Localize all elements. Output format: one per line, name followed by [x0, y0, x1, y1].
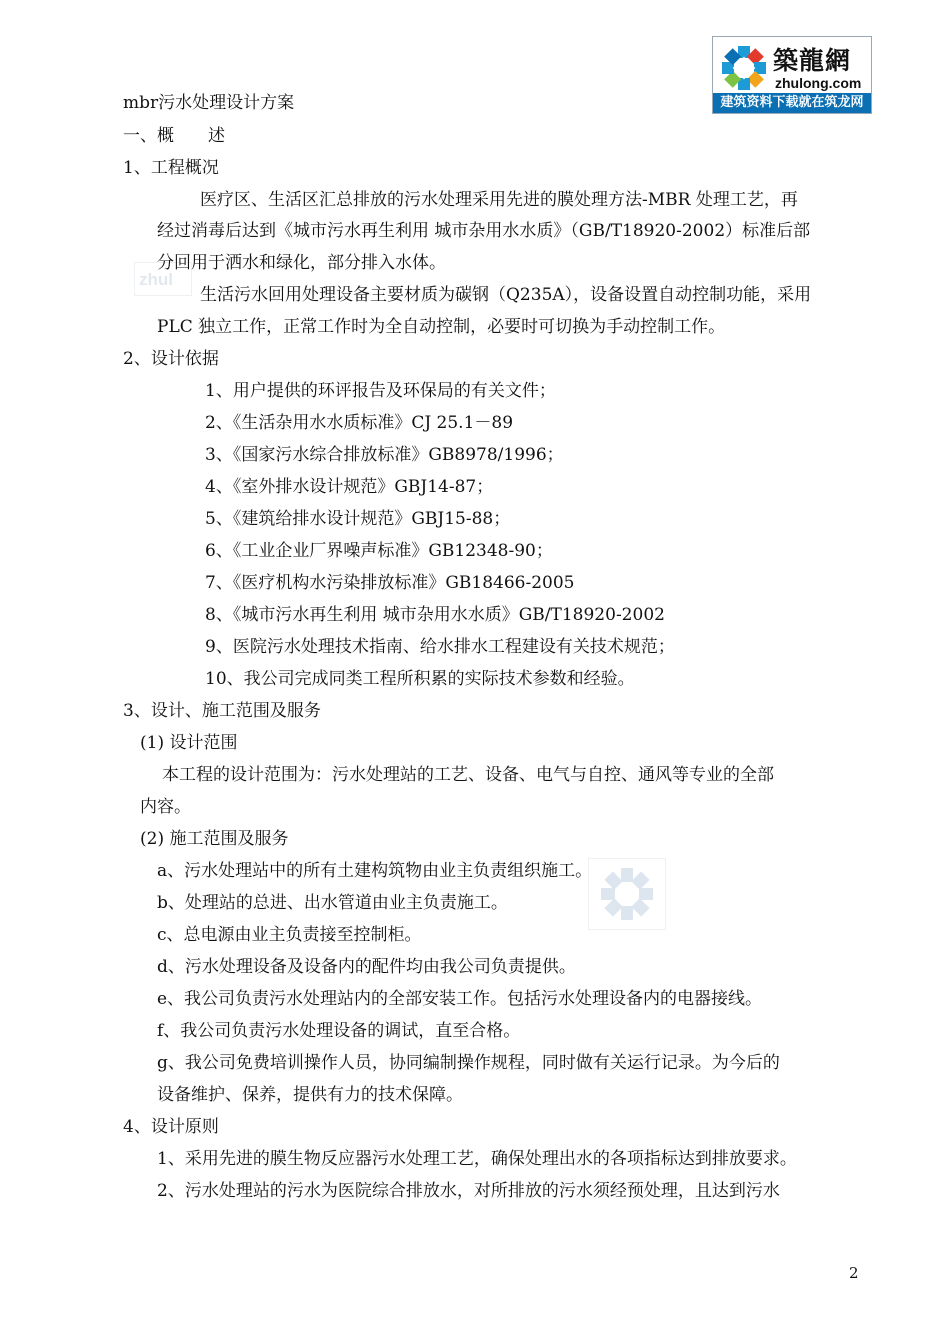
basis-item: 10、我公司完成同类工程所积累的实际技术参数和经验。	[205, 669, 635, 689]
paragraph-line: PLC 独立工作，正常工作时为全自动控制，必要时可切换为手动控制工作。	[157, 317, 726, 337]
logo-slogan: 建筑资料下载就在筑龙网	[713, 93, 871, 113]
basis-item: 6、《工业企业厂界噪声标准》GB12348-90；	[205, 541, 553, 561]
paragraph-line: 生活污水回用处理设备主要材质为碳钢（Q235A），设备设置自动控制功能，采用	[200, 285, 812, 305]
paragraph-line: 经过消毒后达到《城市污水再生利用 城市杂用水水质》（GB/T18920-2002）标准后部	[157, 221, 811, 241]
service-item: g、我公司免费培训操作人员，协同编制操作规程，同时做有关运行记录。为今后的	[157, 1053, 780, 1073]
section-1-1-title: 1、工程概况	[123, 158, 219, 178]
paragraph-line: 本工程的设计范围为：污水处理站的工艺、设备、电气与自控、通风等专业的全部	[162, 765, 774, 785]
paragraph-line: 内容。	[140, 797, 191, 817]
principle-item: 2、污水处理站的污水为医院综合排放水，对所排放的污水须经预处理，且达到污水	[157, 1181, 780, 1201]
paragraph-line: 医疗区、生活区汇总排放的污水处理采用先进的膜处理方法-MBR 处理工艺，再	[200, 190, 798, 210]
page-number: 2	[849, 1264, 859, 1282]
basis-item: 8、《城市污水再生利用 城市杂用水水质》GB/T18920-2002	[205, 605, 665, 625]
paragraph-line: 分回用于洒水和绿化，部分排入水体。	[157, 253, 446, 273]
logo-name: 築龍網	[773, 46, 852, 75]
principle-item: 1、采用先进的膜生物反应器污水处理工艺，确保处理出水的各项指标达到排放要求。	[157, 1149, 797, 1169]
basis-item: 1、用户提供的环评报告及环保局的有关文件；	[205, 381, 556, 401]
service-item: e、我公司负责污水处理站内的全部安装工作。包括污水处理设备内的电器接线。	[157, 989, 763, 1009]
basis-item: 7、《医疗机构水污染排放标准》GB18466-2005	[205, 573, 575, 593]
basis-item: 9、医院污水处理技术指南、给水排水工程建设有关技术规范；	[205, 637, 675, 657]
doc-title: mbr污水处理设计方案	[123, 93, 295, 113]
subsection-construction-scope: (2) 施工范围及服务	[140, 829, 289, 849]
service-item: 设备维护、保养，提供有力的技术保障。	[157, 1085, 463, 1105]
watermark-star-icon	[588, 858, 666, 930]
section-1-title: 一、概 述	[123, 126, 225, 146]
basis-item: 2、《生活杂用水水质标准》CJ 25.1－89	[205, 413, 514, 433]
service-item: d、污水处理设备及设备内的配件均由我公司负责提供。	[157, 957, 576, 977]
service-item: a、污水处理站中的所有土建构筑物由业主负责组织施工。	[157, 861, 593, 881]
section-3-title: 3、设计、施工范围及服务	[123, 701, 321, 721]
basis-item: 4、《室外排水设计规范》GBJ14-87；	[205, 477, 494, 497]
section-2-title: 2、设计依据	[123, 349, 219, 369]
section-4-title: 4、设计原则	[123, 1117, 219, 1137]
zhulong-logo	[712, 36, 872, 114]
logo-url: zhulong.com	[775, 75, 862, 91]
basis-item: 3、《国家污水综合排放标准》GB8978/1996；	[205, 445, 564, 465]
basis-item: 5、《建筑给排水设计规范》GBJ15-88；	[205, 509, 511, 529]
logo-star-icon	[719, 43, 769, 93]
subsection-design-scope: (1) 设计范围	[140, 733, 238, 753]
watermark-text: zhul	[134, 262, 192, 296]
service-item: f、我公司负责污水处理设备的调试，直至合格。	[157, 1021, 521, 1041]
service-item: c、总电源由业主负责接至控制柜。	[157, 925, 422, 945]
service-item: b、处理站的总进、出水管道由业主负责施工。	[157, 893, 508, 913]
